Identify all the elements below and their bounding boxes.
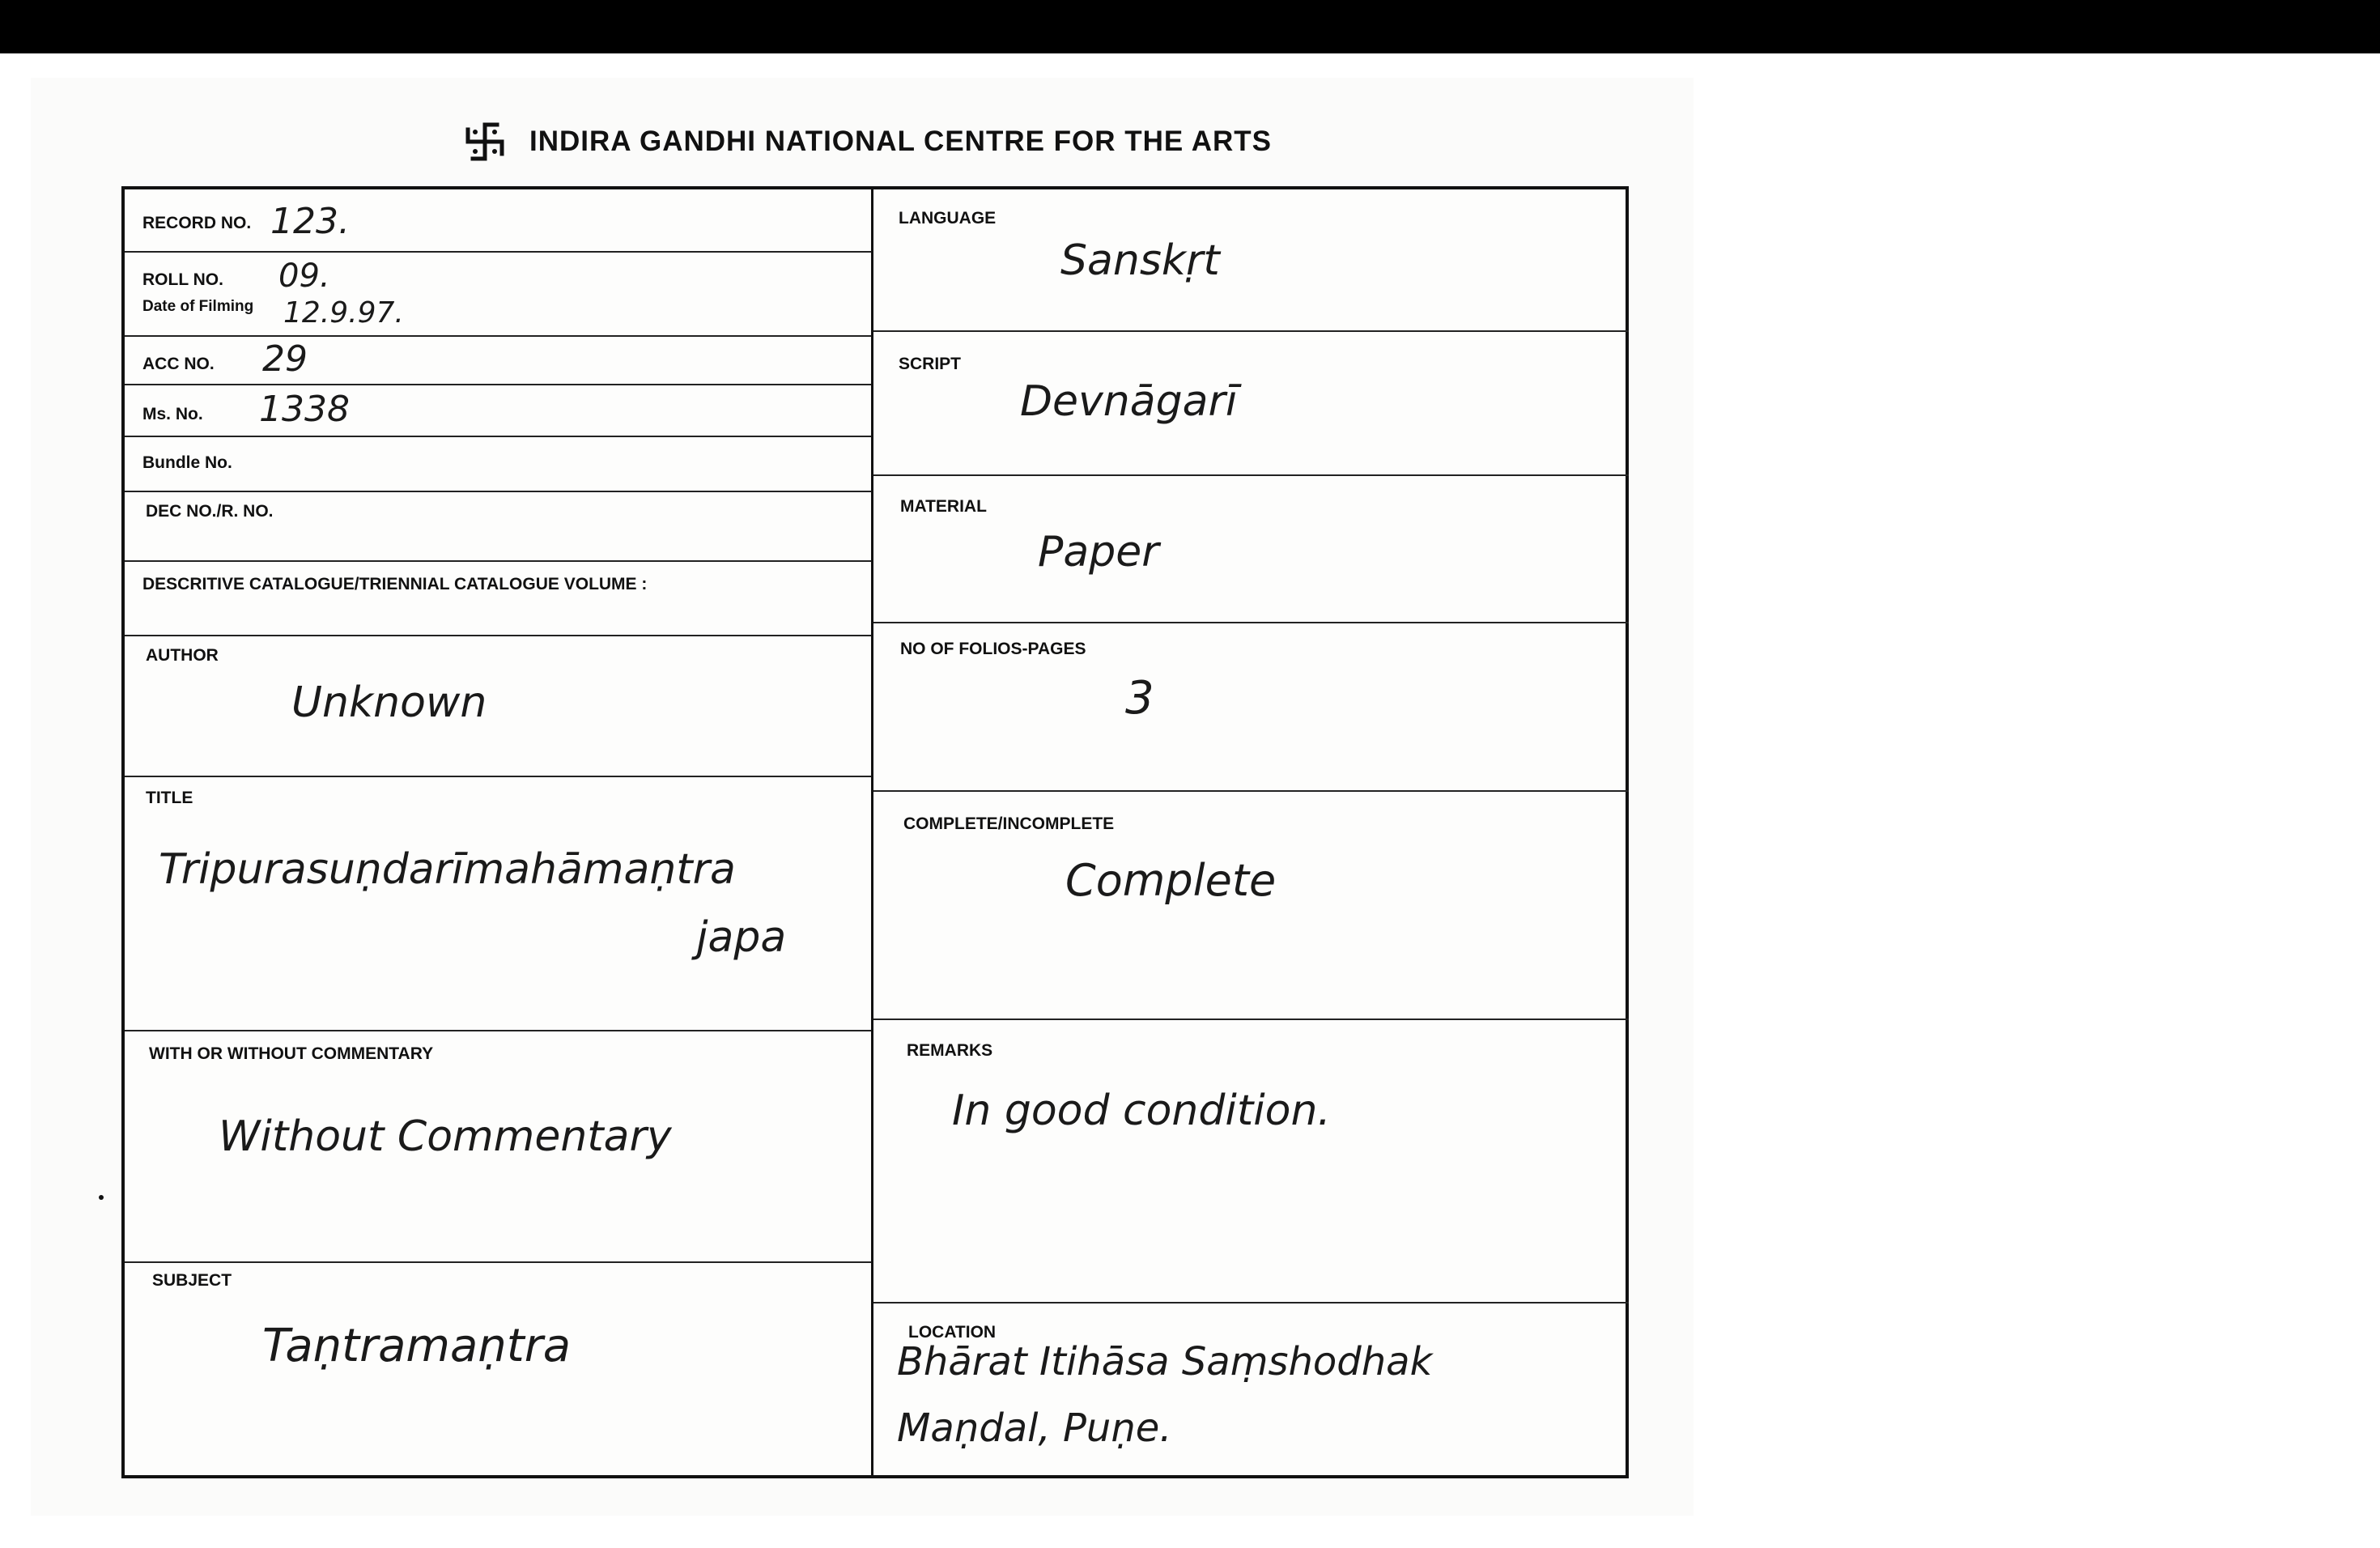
- subject-value: Taṇtramaṇtra: [262, 1320, 572, 1372]
- divider: [873, 1019, 1629, 1020]
- acc-no-label: ACC NO.: [142, 355, 215, 373]
- commentary-label: WITH OR WITHOUT COMMENTARY: [149, 1044, 434, 1063]
- divider: [125, 776, 871, 777]
- title-value-line2: japa: [696, 913, 787, 962]
- record-no-value: 123.: [270, 201, 350, 242]
- completeness-value: Complete: [1065, 855, 1277, 906]
- acc-no-value: 29: [262, 338, 308, 380]
- divider: [125, 560, 871, 562]
- organization-name: INDIRA GANDHI NATIONAL CENTRE FOR THE ARTS: [529, 125, 1272, 157]
- divider: [873, 474, 1629, 476]
- divider: [125, 1261, 871, 1263]
- material-value: Paper: [1038, 528, 1159, 576]
- divider: [873, 1302, 1629, 1303]
- date-of-filming-label: Date of Filming: [142, 298, 254, 315]
- divider: [125, 436, 871, 437]
- ms-no-label: Ms. No.: [142, 405, 203, 423]
- divider: [873, 622, 1629, 623]
- top-black-bar: [0, 0, 2380, 53]
- catalogue-label: DESCRITIVE CATALOGUE/TRIENNIAL CATALOGUE VOLUME :: [142, 575, 648, 593]
- script-value: Devnāgarī: [1020, 377, 1238, 426]
- location-value-line2: Maṇdal, Puṇe.: [897, 1406, 1172, 1451]
- language-label: LANGUAGE: [899, 209, 997, 228]
- card-header: [463, 117, 1272, 166]
- divider: [125, 1030, 871, 1031]
- remarks-label: REMARKS: [907, 1041, 993, 1060]
- record-card: [121, 186, 1629, 1478]
- divider: [873, 790, 1629, 792]
- language-value: Sanskṛt: [1060, 236, 1220, 285]
- date-of-filming-value: 12.9.97.: [283, 296, 404, 330]
- roll-no-value: 09.: [278, 257, 330, 295]
- swastika-emblem-icon: [463, 120, 507, 164]
- folios-label: NO OF FOLIOS-PAGES: [900, 640, 1086, 658]
- divider: [125, 335, 871, 337]
- author-label: AUTHOR: [146, 646, 219, 665]
- folios-value: 3: [1125, 672, 1154, 725]
- divider: [125, 491, 871, 492]
- location-value-line1: Bhārat Itihāsa Saṃshodhak: [897, 1339, 1433, 1384]
- ms-no-value: 1338: [259, 389, 350, 430]
- record-no-label: RECORD NO.: [142, 214, 252, 232]
- stray-ink-dot: [99, 1195, 104, 1200]
- bundle-no-label: Bundle No.: [142, 453, 232, 472]
- divider: [125, 251, 871, 253]
- material-label: MATERIAL: [900, 497, 987, 516]
- location-label: LOCATION: [908, 1323, 997, 1342]
- dec-no-label: DEC NO./R. NO.: [146, 502, 274, 521]
- divider: [125, 635, 871, 636]
- divider: [873, 330, 1629, 332]
- completeness-label: COMPLETE/INCOMPLETE: [903, 814, 1115, 833]
- commentary-value: Without Commentary: [219, 1112, 672, 1161]
- title-label: TITLE: [146, 789, 193, 807]
- remarks-value: In good condition.: [952, 1087, 1331, 1135]
- subject-label: SUBJECT: [152, 1271, 232, 1290]
- column-divider: [871, 189, 873, 1478]
- divider: [125, 384, 871, 385]
- script-label: SCRIPT: [899, 355, 962, 373]
- author-value: Unknown: [291, 678, 487, 727]
- roll-no-label: ROLL NO.: [142, 270, 223, 289]
- title-value-line1: Tripurasuṇdarīmahāmaṇtra: [159, 845, 736, 894]
